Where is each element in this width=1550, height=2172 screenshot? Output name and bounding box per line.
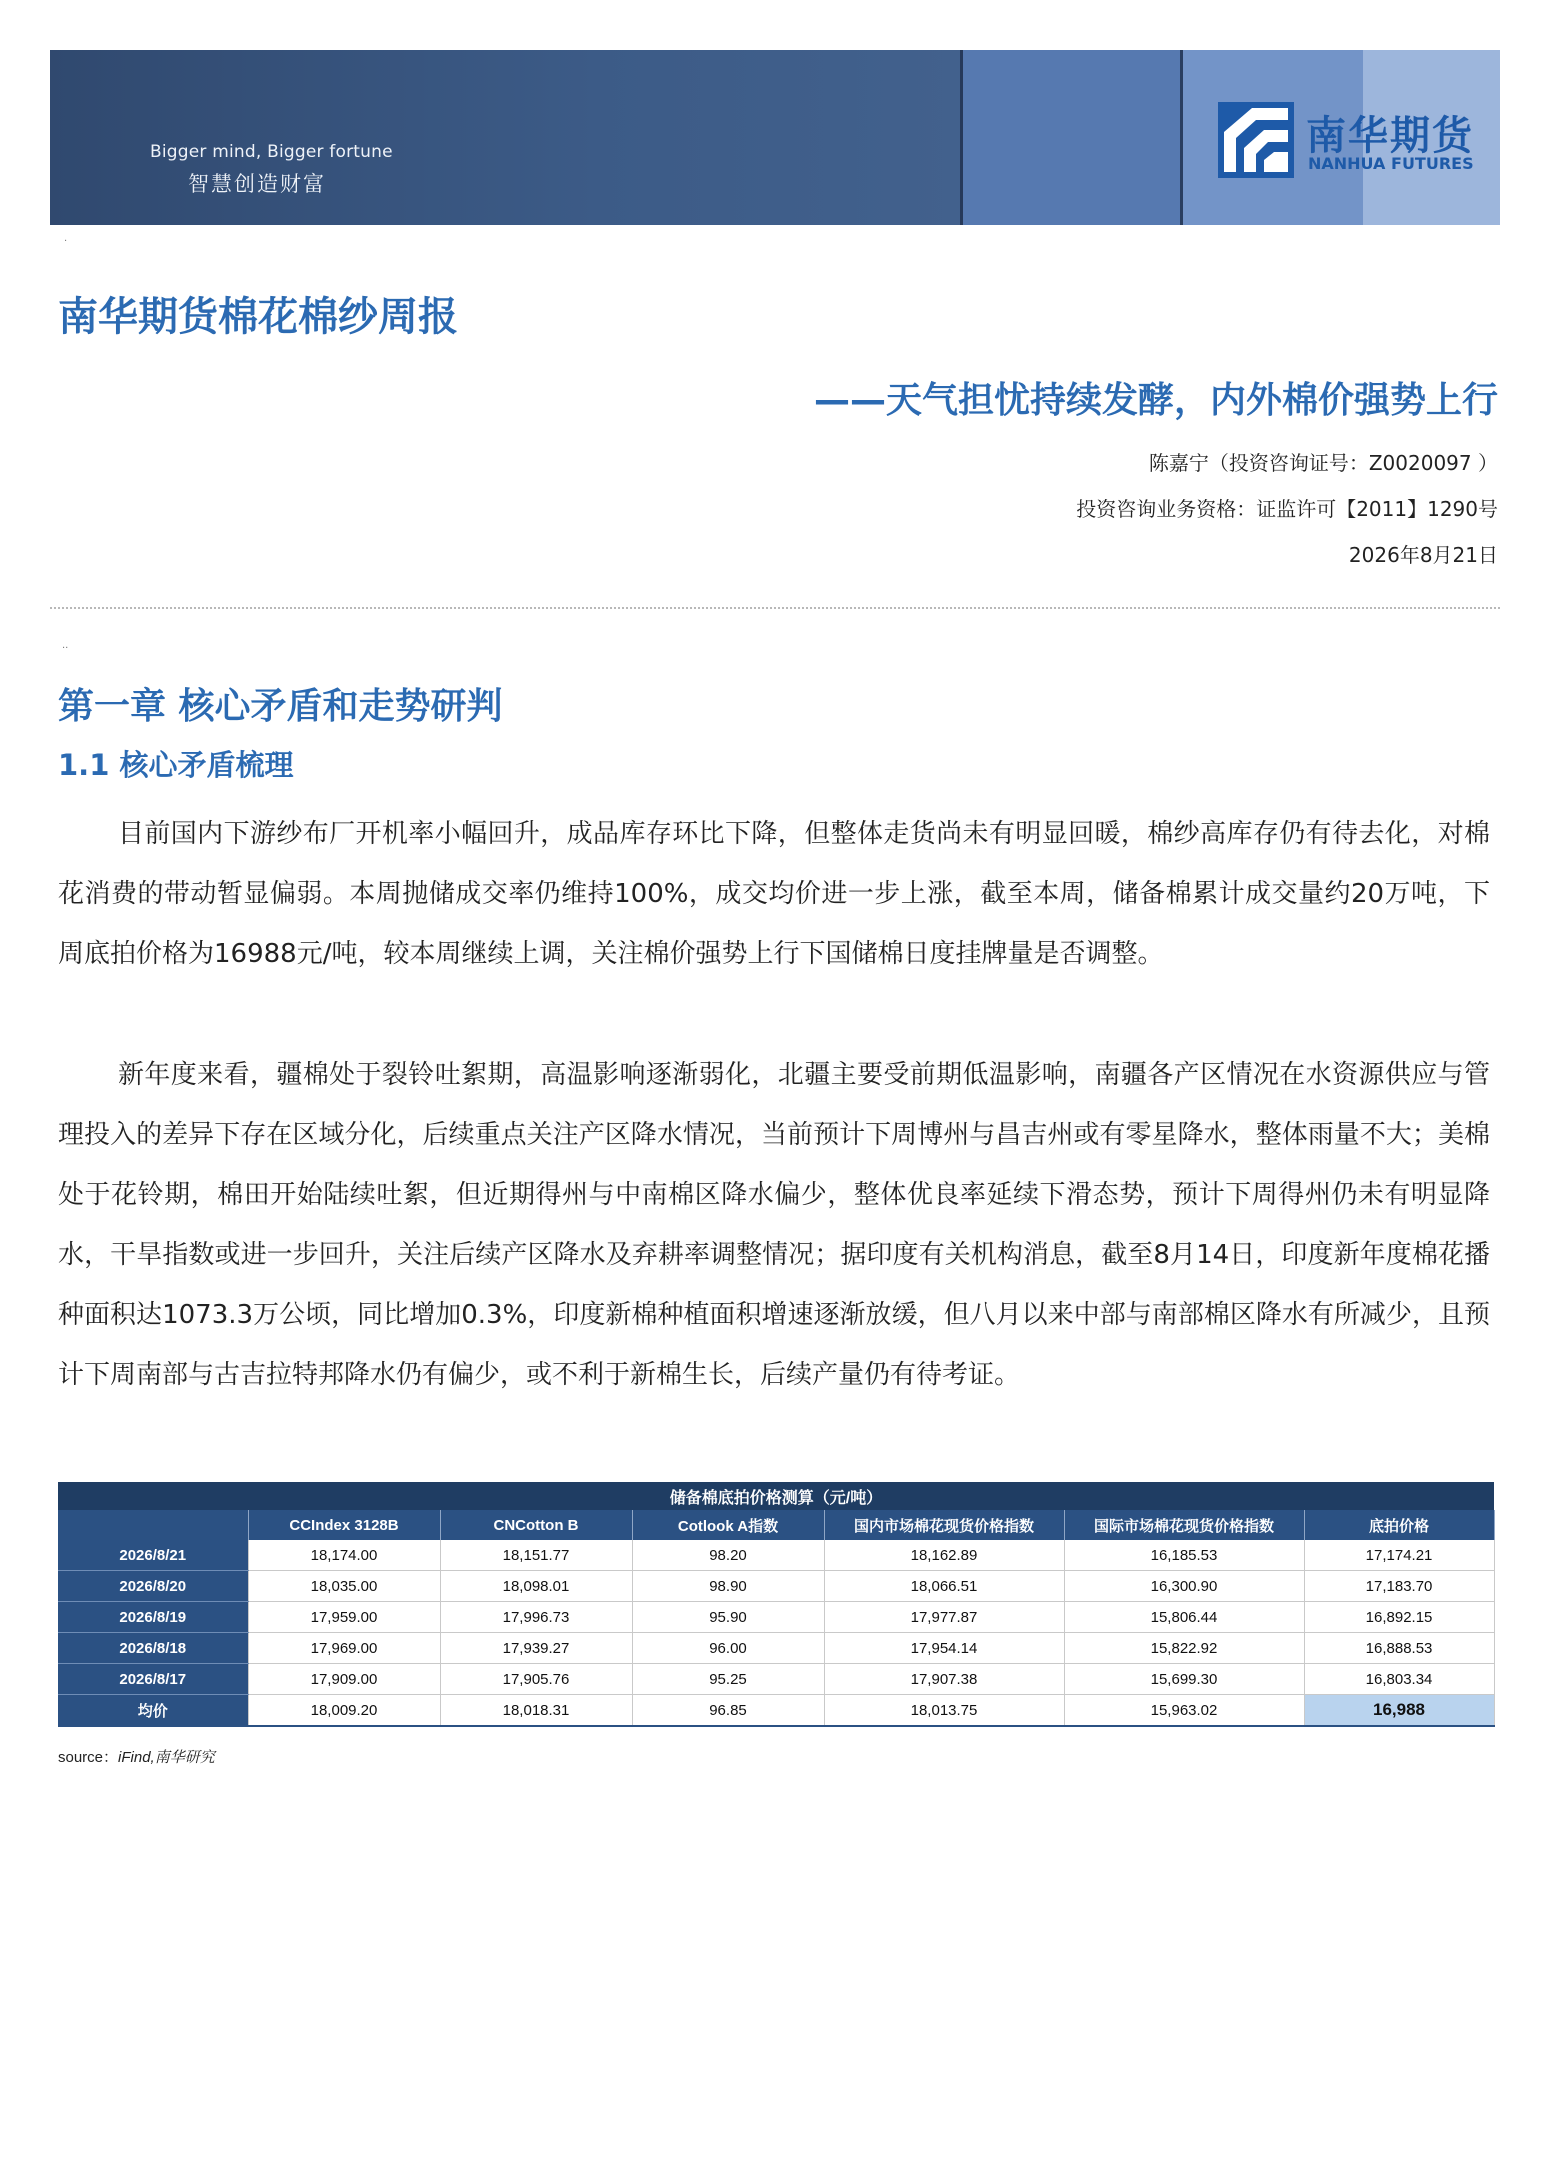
table-header-cell: CNCotton B [440,1510,632,1540]
table-cell: 17,939.27 [440,1633,632,1664]
table-row [58,1664,1494,1695]
table-header-row [58,1510,1494,1540]
nanhua-logo-icon [1218,102,1294,178]
table-cell: 16,888.53 [1304,1633,1494,1664]
chapter-heading: 第一章 核心矛盾和走势研判 [58,686,503,727]
date-cell: 2026/8/19 [58,1602,248,1633]
company-logo [1218,102,1493,182]
author-line: 陈嘉宁（投资咨询证号：Z0020097 ） [1148,451,1498,475]
table-cell: 18,035.00 [248,1571,440,1602]
license-line: 投资咨询业务资格：证监许可【2011】1290号 [1076,497,1498,521]
table-cell: 15,699.30 [1064,1664,1304,1695]
table-header-cell: 国际市场棉花现货价格指数 [1064,1510,1304,1540]
banner-segment [963,50,1180,225]
body-paragraph: 新年度来看，疆棉处于裂铃吐絮期，高温影响逐渐弱化，北疆主要受前期低温影响，南疆各产区情况在水资源供应与管理投入的差异下存在区域分化，后续重点关注产区降水情况，当前预计下周博州与昌吉州或有零星降水，整体雨量不大；美棉处于花铃期，棉田开始陆续吐絮，但近期得州与中南棉区降水偏少，整体优良率延续下滑态势，预计下周得州仍未有明显降水，干旱指数或进一步回升，关注后续产区降水及弃耕率调整情况；据印度有关机构消息，截至8月14日，印度新年度棉花播种面积达1073.3万公顷，同比增加0.3%，印度新棉种植面积增速逐渐放缓，但八月以来中部与南部棉区降水有所减少，且预计下周南部与古吉拉特邦降水仍有偏少，或不利于新棉生长，后续产量仍有待考证。 [58,1060,1490,1390]
table-cell: 98.90 [632,1571,824,1602]
average-row [58,1695,1494,1727]
table-cell: 96.00 [632,1633,824,1664]
table-cell: 18,162.89 [824,1540,1064,1571]
reserve-cotton-price-table [58,1482,1495,1727]
table-cell: 18,098.01 [440,1571,632,1602]
body-paragraph: 目前国内下游纱布厂开机率小幅回升，成品库存环比下降，但整体走货尚未有明显回暖，棉纱高库存仍有待去化，对棉花消费的带动暂显偏弱。本周抛储成交率仍维持100%，成交均价进一步上涨，截至本周，储备棉累计成交量约20万吨，下周底拍价格为16988元/吨，较本周继续上调，关注棉价强势上行下国储棉日度挂牌量是否调整。 [58,819,1490,969]
table-cell: 16,803.34 [1304,1664,1494,1695]
section-heading: 1.1 核心矛盾梳理 [58,748,294,782]
table-row [58,1540,1494,1571]
table-cell: 18,066.51 [824,1571,1064,1602]
average-label: 均价 [58,1695,248,1727]
table-cell: 16,892.15 [1304,1602,1494,1633]
table-cell: 18,174.00 [248,1540,440,1571]
table-row [58,1571,1494,1602]
table-cell: 17,183.70 [1304,1571,1494,1602]
table-header-cell: 国内市场棉花现货价格指数 [824,1510,1064,1540]
logo-name-cn: 南华期货 [1306,113,1474,159]
table-header-cell [58,1510,248,1540]
table-header-cell: Cotlook A指数 [632,1510,824,1540]
table-cell: 17,174.21 [1304,1540,1494,1571]
table-cell: 17,996.73 [440,1602,632,1633]
table-row [58,1633,1494,1664]
source-note [58,1746,215,1767]
floor-price-highlight: 16,988 [1304,1695,1494,1727]
date-cell: 2026/8/18 [58,1633,248,1664]
date-cell: 2026/8/17 [58,1664,248,1695]
table-cell: 18,151.77 [440,1540,632,1571]
table-header-cell: 底拍价格 [1304,1510,1494,1540]
table-cell: 95.90 [632,1602,824,1633]
tagline-en: Bigger mind, Bigger fortune [150,142,393,162]
table-cell: 17,909.00 [248,1664,440,1695]
source-label: source： [58,1749,119,1766]
report-date: 2026年8月21日 [1348,543,1498,567]
logo-name-en: NANHUA FUTURES [1308,154,1474,173]
date-cell: 2026/8/20 [58,1571,248,1602]
table-cell: 15,806.44 [1064,1602,1304,1633]
report-title: 南华期货棉花棉纱周报 [58,294,458,340]
table-cell: 17,969.00 [248,1633,440,1664]
report-subtitle: ——天气担忧持续发酵，内外棉价强势上行 [813,380,1498,421]
page-marker: .. [62,640,69,651]
table-cell: 17,907.38 [824,1664,1064,1695]
table-cell: 15,822.92 [1064,1633,1304,1664]
banner-tagline [150,142,393,198]
table-cell: 18,018.31 [440,1695,632,1727]
table-cell: 17,959.00 [248,1602,440,1633]
table-cell: 18,009.20 [248,1695,440,1727]
tagline-cn: 智慧创造财富 [188,172,326,196]
source-text: iFind,南华研究 [118,1749,215,1766]
page-marker: · [64,236,68,247]
table-cell: 17,977.87 [824,1602,1064,1633]
divider [50,607,1500,609]
date-cell: 2026/8/21 [58,1540,248,1571]
table-cell: 98.20 [632,1540,824,1571]
table-caption-row [58,1482,1494,1510]
price-table-container [58,1482,1494,1727]
table-cell: 17,954.14 [824,1633,1064,1664]
table-cell: 95.25 [632,1664,824,1695]
table-header-cell: CCIndex 3128B [248,1510,440,1540]
table-cell: 16,300.90 [1064,1571,1304,1602]
table-cell: 16,185.53 [1064,1540,1304,1571]
table-cell: 18,013.75 [824,1695,1064,1727]
table-cell: 15,963.02 [1064,1695,1304,1727]
table-cell: 17,905.76 [440,1664,632,1695]
table-caption: 储备棉底拍价格测算（元/吨） [58,1482,1494,1510]
table-row [58,1602,1494,1633]
table-cell: 96.85 [632,1695,824,1727]
banner-segment [50,50,960,225]
header-banner [50,50,1500,225]
